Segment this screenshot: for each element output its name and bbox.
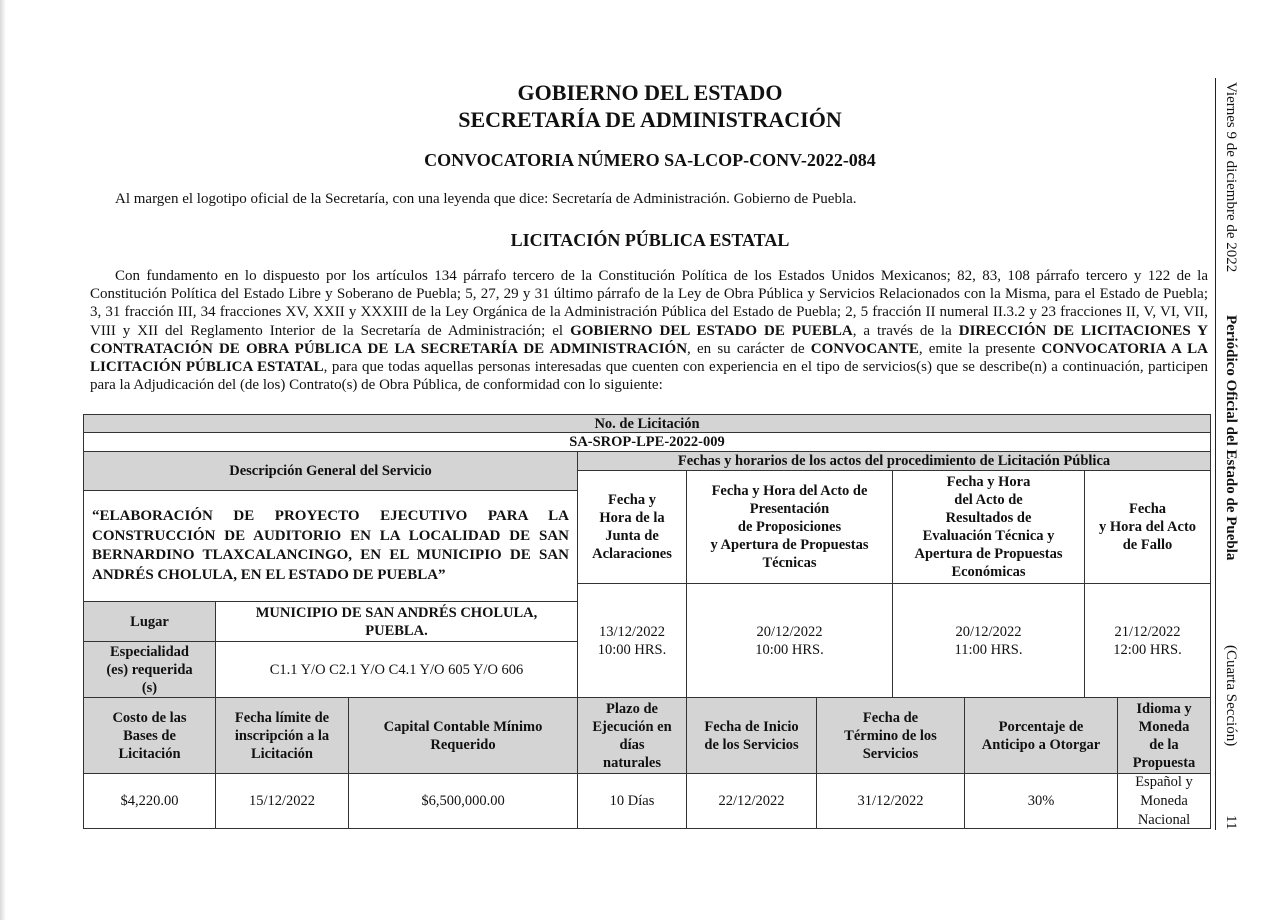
val-capital-contable: $6,500,000.00: [348, 773, 578, 829]
col-junta-aclaraciones: Fecha y Hora de la Junta de Aclaraciones: [577, 470, 687, 584]
resultados-value: 20/12/2022 11:00 HRS.: [892, 583, 1085, 698]
col-resultados-evaluacion: Fecha y Hora del Acto de Resultados de Evaluación Técnica y Apertura de Propuestas Económicas: [892, 470, 1085, 584]
val-fecha-termino: 31/12/2022: [816, 773, 965, 829]
descripcion-servicio: “ELABORACIÓN DE PROYECTO EJECUTIVO PARA LA CONSTRUCCIÓN DE AUDITORIO EN LA LOCALIDAD DE SAN BERNARDINO TLAXCALANCINGO, EN EL MUNICIPIO DE SAN ANDRÉS CHOLULA, EN EL ESTADO DE PUEBLA”: [83, 490, 578, 602]
sidebar-rule: [1215, 78, 1216, 830]
no-licitacion-label: No. de Licitación: [83, 414, 1211, 433]
hdr-plazo-ejecucion: Plazo de Ejecución en días naturales: [577, 697, 687, 774]
lugar-label: Lugar: [83, 601, 216, 642]
page-edge-shadow: [0, 0, 6, 920]
val-costo-bases: $4,220.00: [83, 773, 216, 829]
margin-note: Al margen el logotipo oficial de la Secretaría, con una leyenda que dice: Secretaría de Administración. Gobierno de Puebla.: [115, 191, 857, 207]
section-title: LICITACIÓN PÚBLICA ESTATAL: [510, 230, 790, 250]
hdr-capital-contable: Capital Contable Mínimo Requerido: [348, 697, 578, 774]
col-acto-fallo: Fecha y Hora del Acto de Fallo: [1084, 470, 1211, 584]
val-plazo-ejecucion: 10 Días: [577, 773, 687, 829]
val-porcentaje-anticipo: 30%: [964, 773, 1118, 829]
legal-paragraph: Con fundamento en lo dispuesto por los artículos 134 párrafo tercero de la Constitución Política de los Estados Unidos Mexicanos; 82, 83, 108 párrafo tercero y 122 de la Constitución Política del Estado Libre y Soberano de Puebla; 5, 27, 29 y 31 último párrafo de la Ley de Obra Pública y Servicios Relacionados con la Misma, para el Estado de Puebla; 3, 31 fracción III, 34 fracciones XV, XXII y XXXIII de la Ley Orgánica de la Administración Pública del Estado de Puebla; 2, 5 fracción II numeral II.3.2 y 23 fracciones II, V, VI, VII, VIII y XII del Reglamento Interior de la Secretaría de Administración; el GOBIERNO DEL ESTADO DE PUEBLA, a través de la DIRECCIÓN DE LICITACIONES Y CONTRATACIÓN DE OBRA PÚBLICA DE LA SECRETARÍA DE ADMINISTRACIÓN, en su carácter de CONVOCANTE, emite la presente CONVOCATORIA A LA LICITACIÓN PÚBLICA ESTATAL, para que todas aquellas personas interesadas que cuenten con experiencia en el tipo de servicios(s) que se describe(n) a continuación, participen para la Adjudicación del (de los) Contrato(s) de Obra Pública, de conformidad con lo siguiente:: [90, 268, 1208, 394]
hdr-fecha-limite: Fecha límite de inscripción a la Licitación: [215, 697, 349, 774]
convocatoria-number: CONVOCATORIA NÚMERO SA-LCOP-CONV-2022-084: [424, 150, 876, 170]
no-licitacion-value: SA-SROP-LPE-2022-009: [83, 432, 1211, 452]
sidebar-section: (Cuarta Sección): [1223, 645, 1239, 747]
hdr-idioma-moneda: Idioma y Moneda de la Propuesta: [1117, 697, 1211, 774]
especialidad-label: Especialidad (es) requerida (s): [83, 641, 216, 698]
fechas-label: Fechas y horarios de los actos del procedimiento de Licitación Pública: [577, 451, 1211, 471]
secretariat-title: SECRETARÍA DE ADMINISTRACIÓN: [458, 107, 842, 132]
sidebar-page-number: 11: [1223, 815, 1239, 830]
junta-aclaraciones-value: 13/12/2022 10:00 HRS.: [577, 583, 687, 698]
presentacion-value: 20/12/2022 10:00 HRS.: [686, 583, 893, 698]
hdr-porcentaje-anticipo: Porcentaje de Anticipo a Otorgar: [964, 697, 1118, 774]
hdr-fecha-termino: Fecha de Término de los Servicios: [816, 697, 965, 774]
especialidad-value: C1.1 Y/O C2.1 Y/O C4.1 Y/O 605 Y/O 606: [215, 641, 578, 698]
lugar-value: MUNICIPIO DE SAN ANDRÉS CHOLULA, PUEBLA.: [215, 601, 578, 642]
val-fecha-inicio: 22/12/2022: [686, 773, 817, 829]
sidebar-date: Viernes 9 de diciembre de 2022: [1223, 82, 1239, 273]
col-presentacion-proposiciones: Fecha y Hora del Acto de Presentación de Proposiciones y Apertura de Propuestas Técnicas: [686, 470, 893, 584]
val-fecha-limite: 15/12/2022: [215, 773, 349, 829]
hdr-costo-bases: Costo de las Bases de Licitación: [83, 697, 216, 774]
fallo-value: 21/12/2022 12:00 HRS.: [1084, 583, 1211, 698]
descripcion-label: Descripción General del Servicio: [83, 451, 578, 491]
hdr-fecha-inicio: Fecha de Inicio de los Servicios: [686, 697, 817, 774]
sidebar-publication: Periódico Oficial del Estado de Puebla: [1223, 315, 1239, 561]
government-title: GOBIERNO DEL ESTADO: [517, 80, 783, 105]
val-idioma-moneda: Español y Moneda Nacional: [1117, 773, 1211, 829]
